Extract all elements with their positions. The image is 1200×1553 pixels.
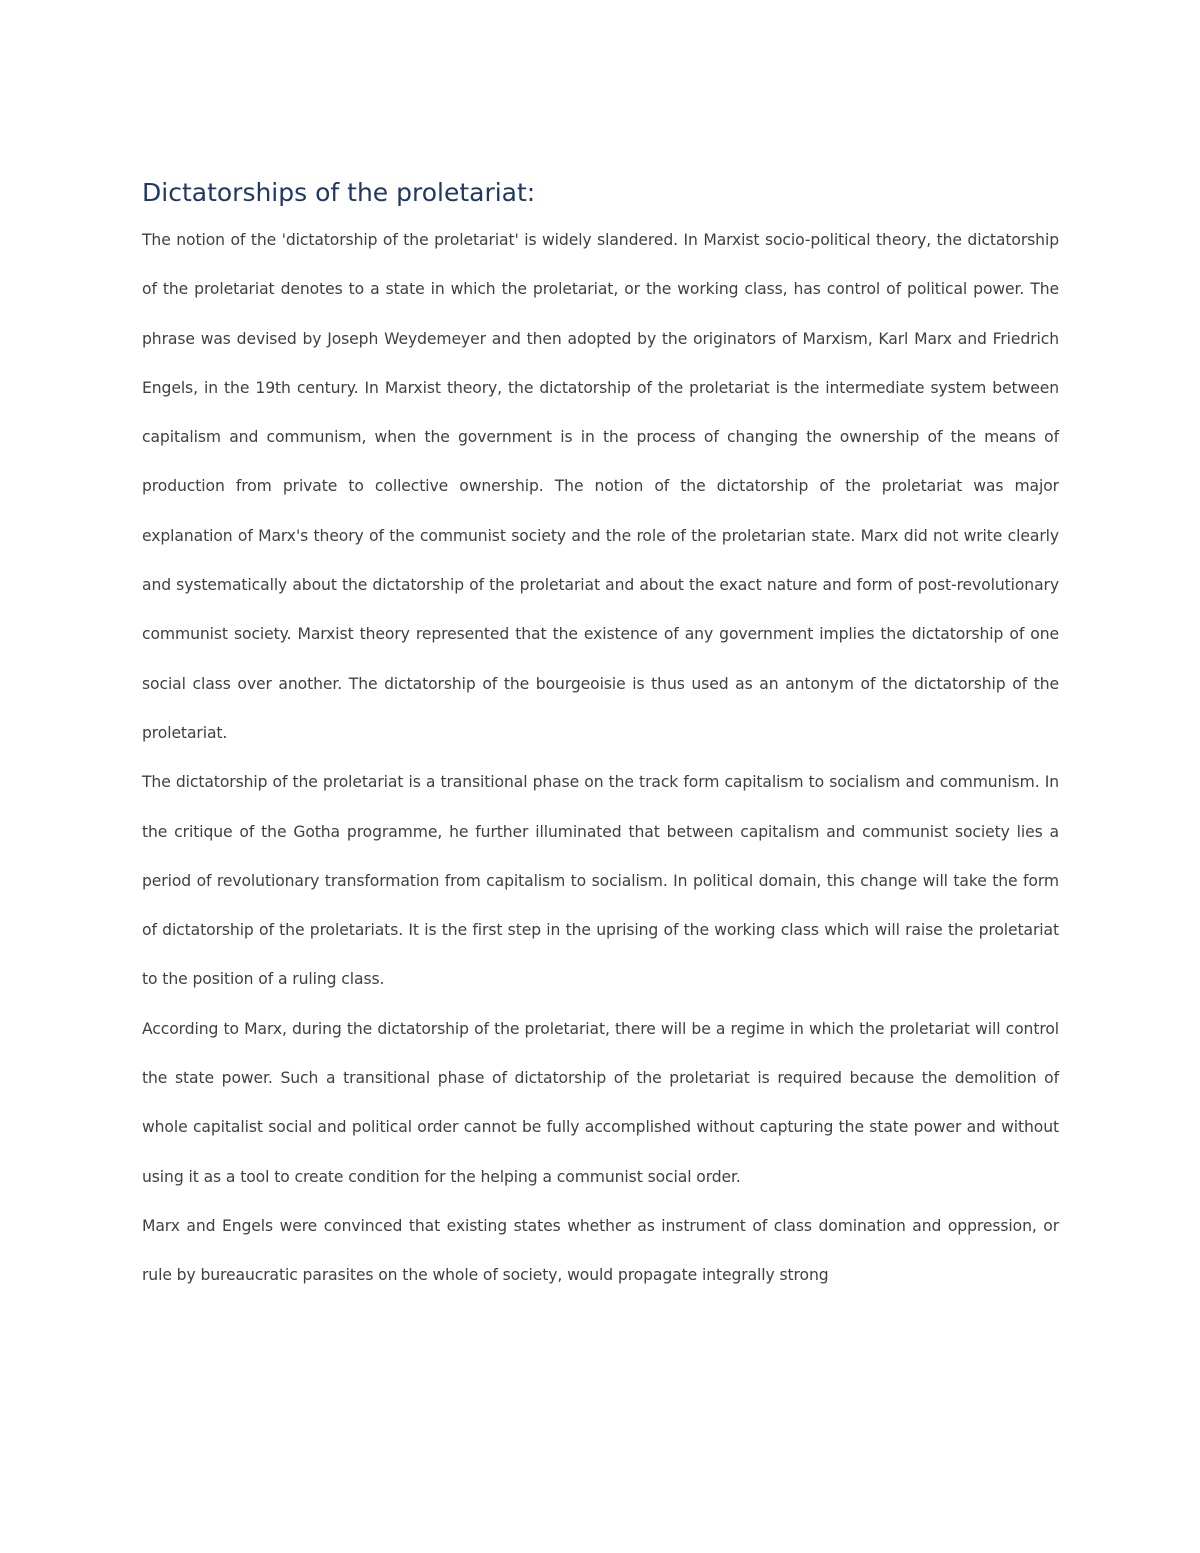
paragraph-2: The dictatorship of the proletariat is a transitional phase on the track form capitalism to socialism and communism. In the critique of the Gotha programme, he further illuminated that between capitalism and communist society lies a period of revolutionary transformation from capitalism to socialism. In political domain, this change will take the form of dictatorship of the proletariats. It is the first step in the uprising of the working class which will raise the proletariat to the position of a ruling class. (142, 773, 1059, 989)
document-content (142, 170, 1059, 1301)
document-heading: Dictatorships of the proletariat: (142, 178, 536, 207)
paragraph-3: According to Marx, during the dictatorship of the proletariat, there will be a regime in which the proletariat will control the state power. Such a transitional phase of dictatorship of the proletariat is required because the demolition of whole capitalist social and political order cannot be fully accomplished without capturing the state power and without using it as a tool to create condition for the helping a communist social order. (142, 1019, 1059, 1186)
paragraph-4: Marx and Engels were convinced that existing states whether as instrument of class domination and oppression, or rule by bureaucratic parasites on the whole of society, would propagate integrally strong (142, 1216, 1059, 1285)
paragraph-1: The notion of the 'dictatorship of the proletariat' is widely slandered. In Marxist socio-political theory, the dictatorship of the proletariat denotes to a state in which the proletariat, or the working class, has control of political power. The phrase was devised by Joseph Weydemeyer and then adopted by the originators of Marxism, Karl Marx and Friedrich Engels, in the 19th century. In Marxist theory, the dictatorship of the proletariat is the intermediate system between capitalism and communism, when the government is in the process of changing the ownership of the means of production from private to collective ownership. The notion of the dictatorship of the proletariat was major explanation of Marx's theory of the communist society and the role of the proletarian state. Marx did not write clearly and systematically about the dictatorship of the proletariat and about the exact nature and form of post-revolutionary communist society. Marxist theory represented that the existence of any government implies the dictatorship of one social class over another. The dictatorship of the bourgeoisie is thus used as an antonym of the dictatorship of the proletariat. (142, 231, 1059, 742)
